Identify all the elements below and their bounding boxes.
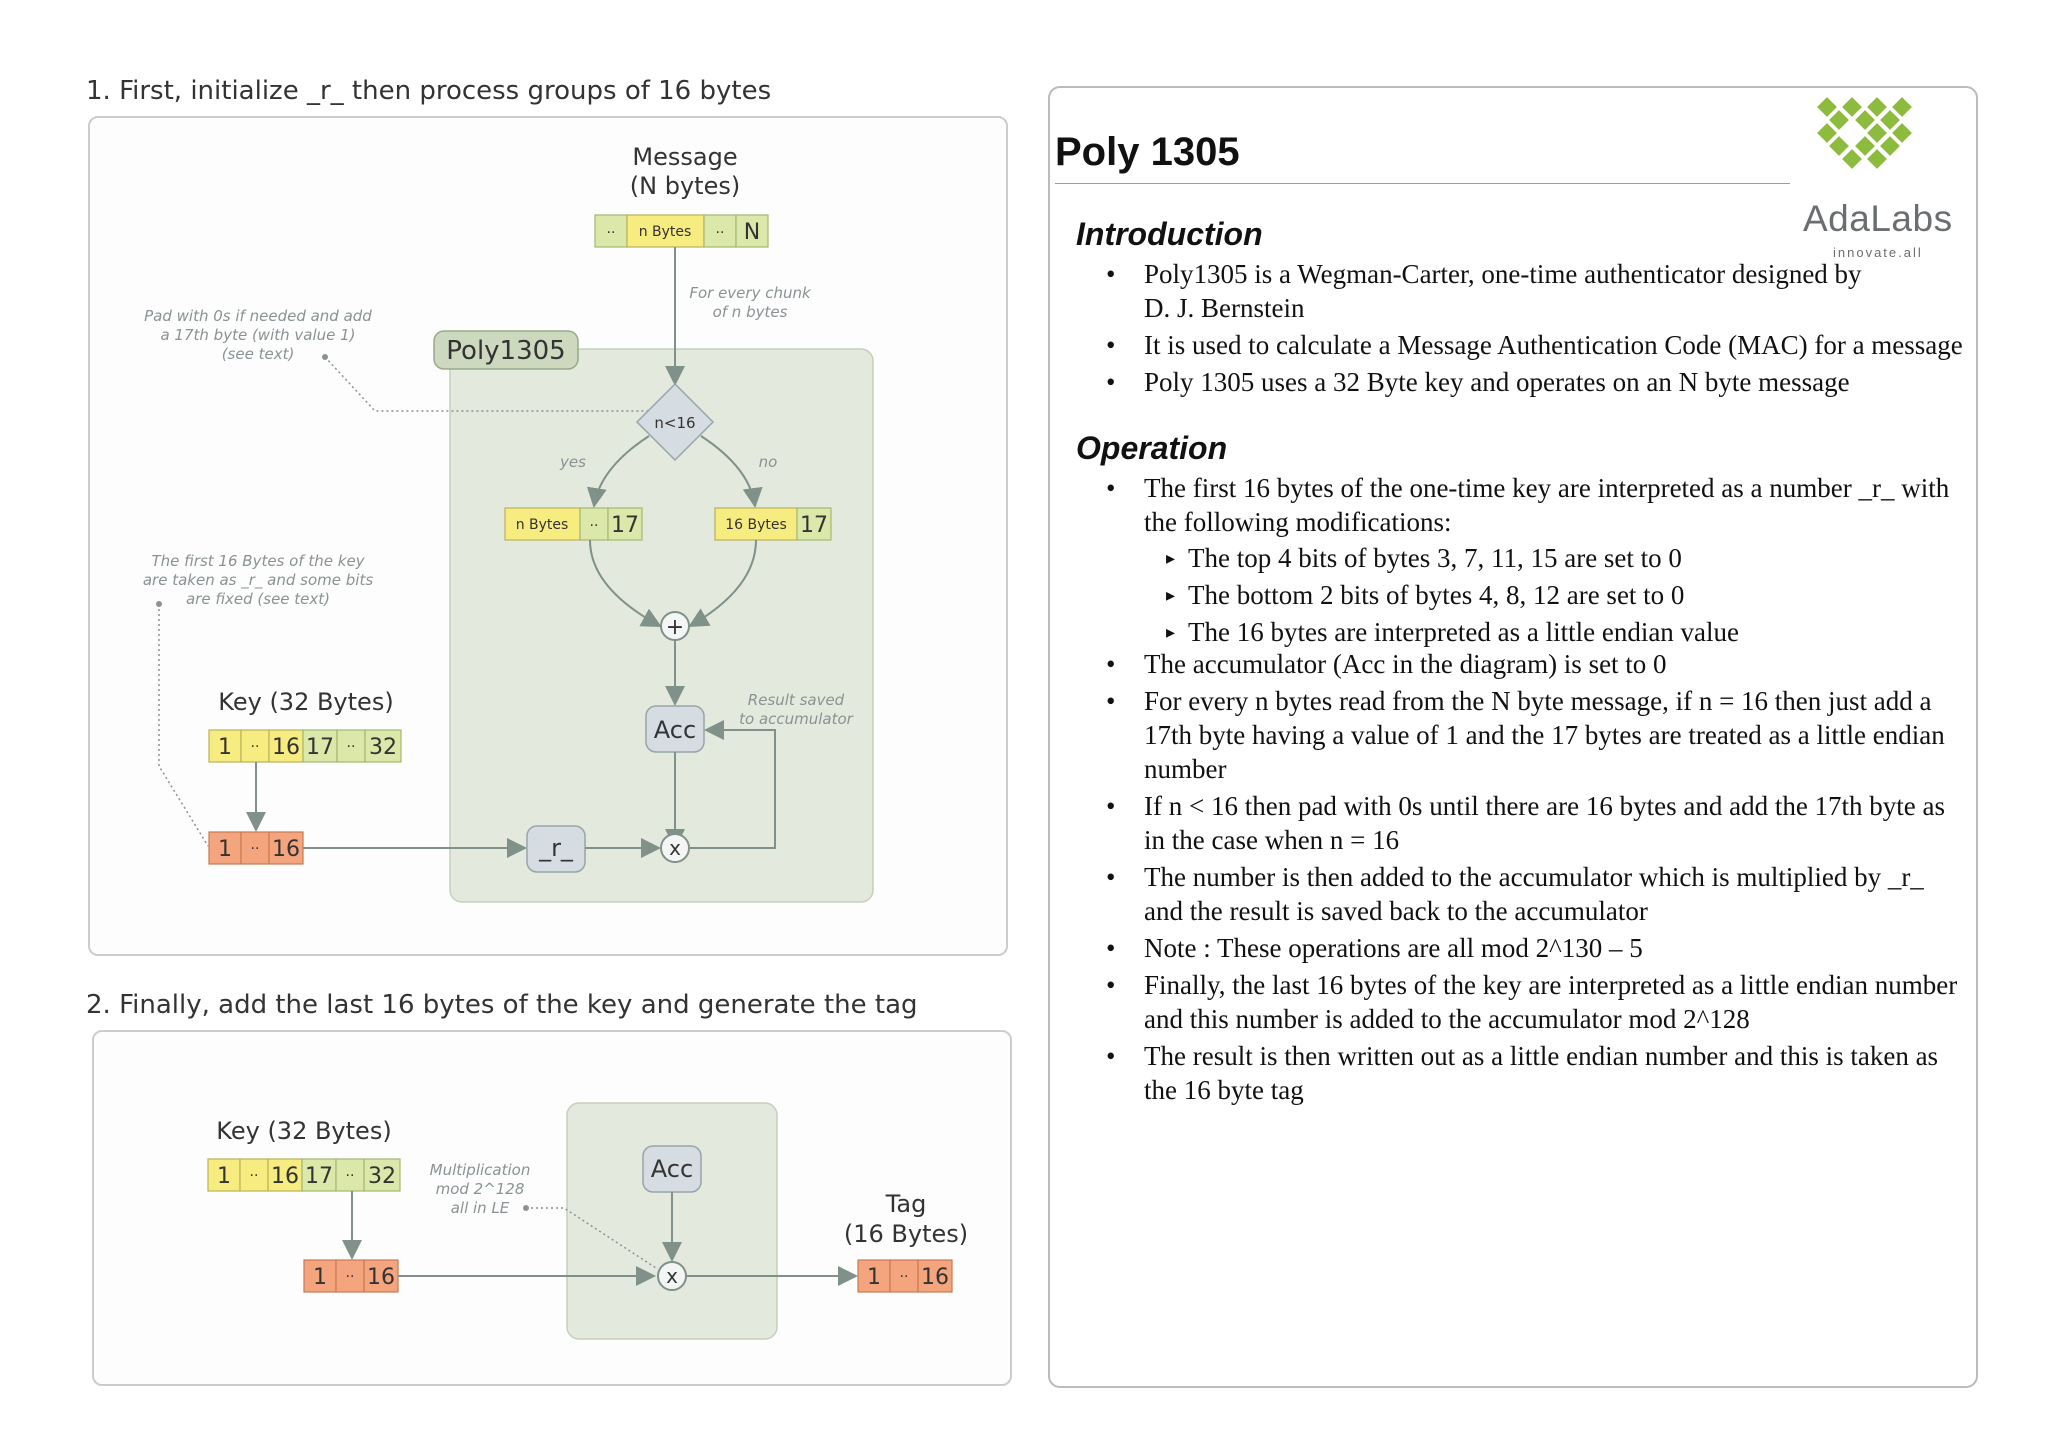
svg-text:··: ·· <box>250 841 260 857</box>
pad-note-1: Pad with 0s if needed and add <box>144 307 372 325</box>
key-cells-2 <box>208 1159 400 1191</box>
left-chunk-17: 17 <box>611 513 639 538</box>
diagram-1 <box>90 118 1006 954</box>
logo-text: AdaLabs <box>1803 198 1953 239</box>
poly1305-label: Poly1305 <box>446 336 566 366</box>
operation-list-rest <box>1076 647 1966 1110</box>
yes-label: yes <box>560 453 586 471</box>
left-chunk-cells <box>505 508 642 540</box>
decision-label: n<16 <box>654 414 696 432</box>
svg-text:17: 17 <box>305 1164 333 1189</box>
svg-text:··: ·· <box>249 1168 259 1184</box>
chunk-note-2: of n bytes <box>712 303 788 321</box>
tag-cells <box>858 1260 952 1292</box>
no-label: no <box>758 453 778 471</box>
svg-text:17: 17 <box>306 735 334 760</box>
acc-label: Acc <box>653 716 697 744</box>
r-cells <box>209 832 303 864</box>
svg-text:16: 16 <box>271 1164 299 1189</box>
section-1-title: 1. First, initialize _r_ then process groups of 16 bytes <box>86 76 772 106</box>
section-2-title: 2. Finally, add the last 16 bytes of the key and generate the tag <box>86 990 918 1020</box>
operation-item: • For every n bytes read from the N byte message, if n = 16 then just add a 17th byte having a value of 1 and the 17 bytes are treated as a little endian number <box>1106 686 1945 784</box>
message-size-label: (N bytes) <box>629 172 741 200</box>
info-title: Poly 1305 <box>1055 130 1240 174</box>
title-rule <box>1055 183 1790 184</box>
key-note-1: The first 16 Bytes of the key <box>151 552 365 570</box>
right-chunk-cells <box>715 508 831 540</box>
operation-subitem: ▸ The 16 bytes are interpreted as a little endian value <box>1166 617 1740 647</box>
operation-list <box>1076 471 1966 542</box>
svg-text:··: ·· <box>345 1269 355 1285</box>
logo-subtext: innovate.all <box>1833 245 1923 260</box>
svg-text:··: ·· <box>345 1168 355 1184</box>
mult-note-1: Multiplication <box>429 1161 531 1179</box>
intro-item: • It is used to calculate a Message Authentication Code (MAC) for a message <box>1106 330 1963 360</box>
msg-cell-dots-2: ·· <box>715 225 725 241</box>
operation-subitem: ▸ The top 4 bits of bytes 3, 7, 11, 15 are set to 0 <box>1166 543 1682 573</box>
result-note-1: Result saved <box>747 691 845 709</box>
operation-item: • The first 16 bytes of the one-time key are interpreted as a number _r_ with the following modifications: <box>1106 473 1950 537</box>
key-note-2: are taken as _r_ and some bits <box>142 571 374 589</box>
pad-note-2: a 17th byte (with value 1) <box>160 326 356 344</box>
svg-text:16: 16 <box>272 735 300 760</box>
svg-text:1: 1 <box>867 1265 881 1290</box>
message-label: Message <box>632 143 738 171</box>
left-chunk-dots: ·· <box>589 518 599 534</box>
operation-item: • The number is then added to the accumulator which is multiplied by _r_ and the result is saved back to the accumulator <box>1106 862 1924 926</box>
left-chunk-nbytes: n Bytes <box>515 517 569 533</box>
svg-text:1: 1 <box>313 1265 327 1290</box>
acc-label-2: Acc <box>650 1155 694 1183</box>
svg-text:··: ·· <box>250 739 260 755</box>
operation-item: • The result is then written out as a little endian number and this is taken as the 16 byte tag <box>1106 1041 1939 1105</box>
operation-item: • The accumulator (Acc in the diagram) is set to 0 <box>1106 649 1667 679</box>
multiply-label-2: x <box>666 1264 678 1288</box>
mult-note-2: mod 2^128 <box>435 1180 525 1198</box>
r-label: _r_ <box>539 834 573 862</box>
key-note-3: are fixed (see text) <box>185 590 331 608</box>
operation-item: • If n < 16 then pad with 0s until there are 16 bytes and add the 17th byte as in the case when n = 16 <box>1106 791 1946 855</box>
operation-item: • Finally, the last 16 bytes of the key are interpreted as a little endian number and this number is added to the accumulator mod 2^128 <box>1106 970 1958 1034</box>
low-key-cells <box>304 1260 398 1292</box>
svg-text:16: 16 <box>921 1265 949 1290</box>
diagram-1-panel <box>88 116 1008 956</box>
key-label-2: Key (32 Bytes) <box>216 1117 392 1145</box>
right-chunk-17: 17 <box>800 513 828 538</box>
svg-text:16: 16 <box>367 1265 395 1290</box>
intro-item: • Poly 1305 uses a 32 Byte key and operates on an N byte message <box>1106 367 1850 397</box>
diagram-2 <box>94 1032 1010 1384</box>
right-chunk-16bytes: 16 Bytes <box>725 517 787 533</box>
operation-subitem: ▸ The bottom 2 bits of bytes 4, 8, 12 are set to 0 <box>1166 580 1685 610</box>
svg-text:1: 1 <box>218 735 232 760</box>
key-cells <box>209 730 401 762</box>
message-cells <box>595 215 768 247</box>
operation-item: • Note : These operations are all mod 2^130 – 5 <box>1106 933 1643 963</box>
operation-heading: Operation <box>1076 430 1228 466</box>
pad-note-3: (see text) <box>221 345 295 363</box>
svg-text:16: 16 <box>272 837 300 862</box>
svg-text:32: 32 <box>368 1164 396 1189</box>
key-label: Key (32 Bytes) <box>218 688 394 716</box>
svg-text:··: ·· <box>899 1269 909 1285</box>
msg-cell-dots: ·· <box>606 225 616 241</box>
mult-note-3: all in LE <box>450 1199 510 1217</box>
diagram-2-panel <box>92 1030 1012 1386</box>
multiply-label: x <box>669 836 681 860</box>
msg-cell-nbytes: n Bytes <box>638 224 692 240</box>
intro-list <box>1076 257 1963 402</box>
intro-item: • Poly1305 is a Wegman-Carter, one-time authenticator designed by D. J. Bernstein <box>1106 259 1862 323</box>
tag-size-label: (16 Bytes) <box>843 1220 969 1248</box>
svg-text:1: 1 <box>218 837 232 862</box>
svg-text:1: 1 <box>217 1164 231 1189</box>
svg-text:32: 32 <box>369 735 397 760</box>
result-note-2: to accumulator <box>739 710 853 728</box>
operation-sublist <box>1076 541 1966 652</box>
intro-heading: Introduction <box>1076 216 1263 252</box>
plus-label: + <box>665 615 685 640</box>
msg-cell-n: N <box>743 220 761 245</box>
tag-label: Tag <box>885 1190 927 1218</box>
svg-text:··: ·· <box>346 739 356 755</box>
chunk-note-1: For every chunk <box>689 284 811 302</box>
